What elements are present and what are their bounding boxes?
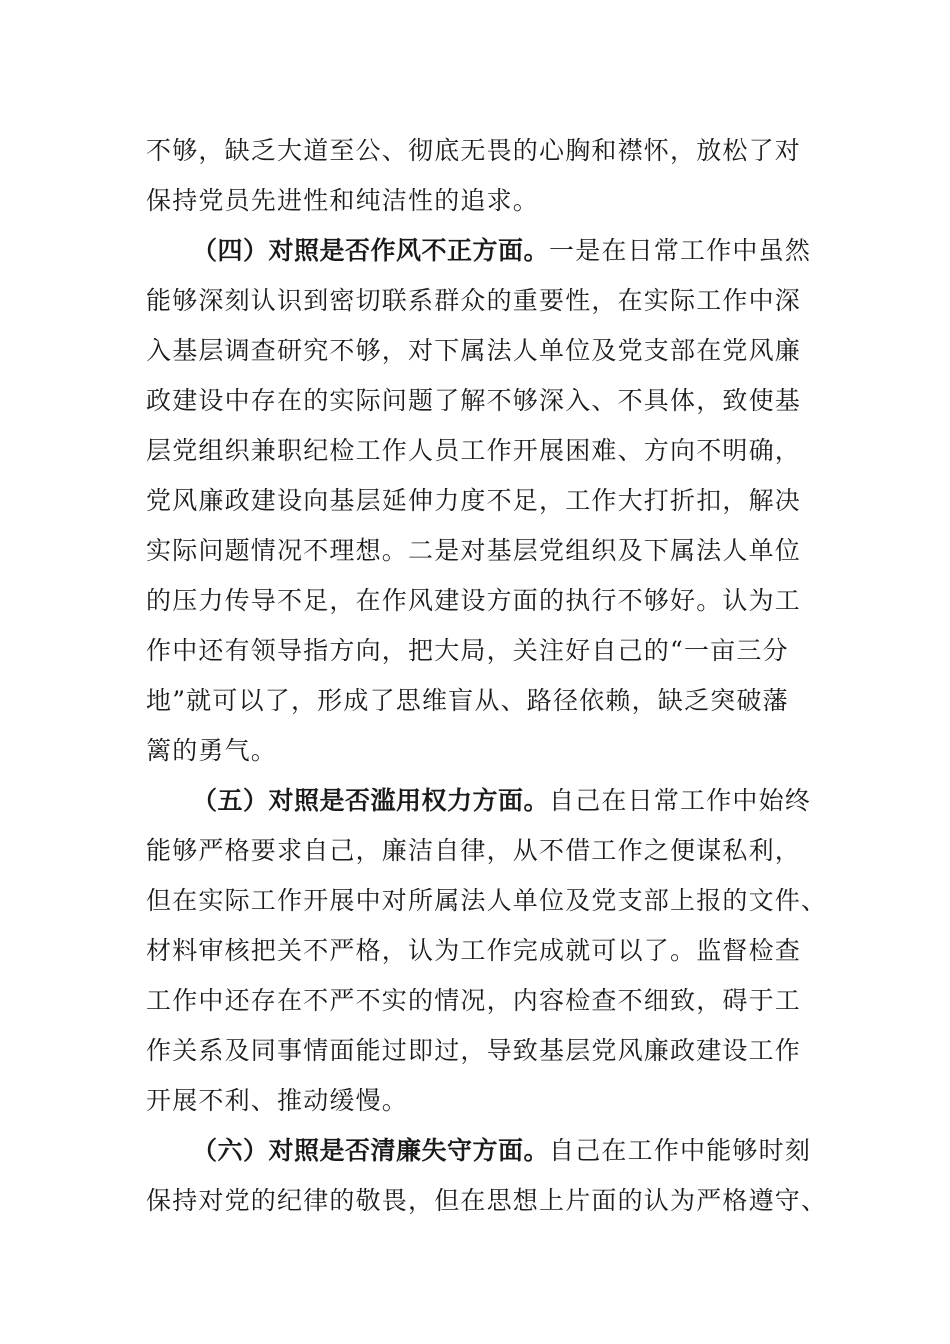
document-body xyxy=(146,126,828,1226)
line-text: 自己在工作中能够时刻 xyxy=(549,1136,812,1165)
line-text: 保持党员先进性和纯洁性的追求。 xyxy=(146,186,540,215)
text-line xyxy=(146,726,806,776)
line-text: 地”就可以了，形成了思维盲从、路径依赖，缺乏突破藩 xyxy=(146,686,789,715)
line-text: 开展不利、推动缓慢。 xyxy=(146,1086,409,1115)
line-text: 政建设中存在的实际问题了解不够深入、不具体，致使基 xyxy=(146,386,802,415)
line-text: 篱的勇气。 xyxy=(146,736,278,765)
section-heading-line xyxy=(146,1126,812,1176)
section-heading: （四）对照是否作风不正方面。 xyxy=(192,236,550,265)
line-text: 但在实际工作开展中对所属法人单位及党支部上报的文件、 xyxy=(146,886,828,915)
line-text: 保持对党的纪律的敬畏，但在思想上片面的认为严格遵守、 xyxy=(146,1186,828,1215)
text-line xyxy=(146,1026,806,1076)
text-line xyxy=(146,376,806,426)
line-text: 入基层调查研究不够，对下属法人单位及党支部在党风廉 xyxy=(146,336,802,365)
line-text: 层党组织兼职纪检工作人员工作开展困难、方向不明确， xyxy=(146,436,802,465)
text-line xyxy=(146,476,806,526)
text-line xyxy=(146,276,806,326)
text-line xyxy=(146,326,806,376)
section-heading-line xyxy=(146,776,812,826)
text-line xyxy=(146,676,806,726)
text-line xyxy=(146,426,806,476)
line-text: 不够，缺乏大道至公、彻底无畏的心胸和襟怀，放松了对 xyxy=(146,136,802,165)
line-text: 作中还有领导指方向，把大局，关注好自己的“一亩三分 xyxy=(146,636,789,665)
line-text: 材料审核把关不严格，认为工作完成就可以了。监督检查 xyxy=(146,936,802,965)
line-text: 作关系及同事情面能过即过，导致基层党风廉政建设工作 xyxy=(146,1036,802,1065)
text-line xyxy=(146,926,806,976)
section-heading: （六）对照是否清廉失守方面。 xyxy=(192,1136,550,1165)
line-text: 能够深刻认识到密切联系群众的重要性，在实际工作中深 xyxy=(146,286,802,315)
line-text: 能够严格要求自己，廉洁自律，从不借工作之便谋私利， xyxy=(146,836,802,865)
text-line xyxy=(146,626,806,676)
line-text: 一是在日常工作中虽然 xyxy=(549,236,812,265)
text-line xyxy=(146,126,806,176)
line-text: 的压力传导不足，在作风建设方面的执行不够好。认为工 xyxy=(146,586,802,615)
section-heading-line xyxy=(146,226,812,276)
line-text: 实际问题情况不理想。二是对基层党组织及下属法人单位 xyxy=(146,536,802,565)
text-line xyxy=(146,826,806,876)
text-line xyxy=(146,1076,806,1126)
line-text: 工作中还存在不严不实的情况，内容检查不细致，碍于工 xyxy=(146,986,802,1015)
text-line xyxy=(146,576,806,626)
text-line xyxy=(146,976,806,1026)
text-line xyxy=(146,876,828,926)
text-line xyxy=(146,176,806,226)
line-text: 党风廉政建设向基层延伸力度不足，工作大打折扣，解决 xyxy=(146,486,802,515)
text-line xyxy=(146,1176,828,1226)
line-text: 自己在日常工作中始终 xyxy=(549,786,812,815)
text-line xyxy=(146,526,806,576)
section-heading: （五）对照是否滥用权力方面。 xyxy=(192,786,550,815)
